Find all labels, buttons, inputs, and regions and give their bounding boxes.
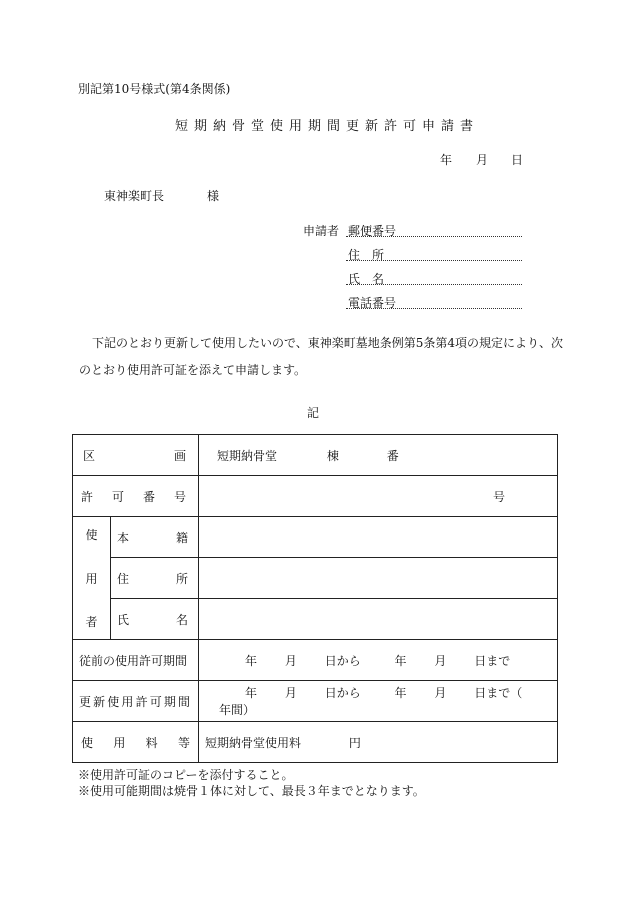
renewal-label-char: 更 (79, 694, 92, 709)
postal-code-label: 郵便番号 (348, 224, 397, 238)
renewal-label-char: 間 (177, 694, 190, 709)
user-name-label-char: 名 (175, 612, 188, 627)
note-2: ※使用可能期間は焼骨１体に対して、最長３年までとなります。 (78, 784, 425, 798)
user-name-label-cell (111, 599, 199, 640)
user-address-row (73, 558, 558, 599)
honseki-label-char: 籍 (175, 530, 188, 545)
user-label-char: 者 (85, 615, 98, 629)
name-field[interactable] (346, 284, 522, 285)
fee-label-char: 使 (81, 735, 94, 750)
previous-period-row (73, 640, 558, 681)
previous-to-day: 日まで (474, 653, 511, 668)
previous-from-year: 年 (245, 653, 258, 668)
renewal-from-year: 年 (245, 686, 258, 700)
renewal-label-char: 許 (135, 694, 148, 709)
section-label-right: 画 (173, 448, 186, 463)
fee-label-char: 等 (177, 735, 190, 750)
renewal-label-char: 使 (107, 694, 120, 709)
honseki-value-cell[interactable] (199, 517, 558, 558)
previous-to-year: 年 (394, 653, 407, 668)
application-table (72, 434, 558, 763)
name-label: 氏 名 (348, 272, 385, 286)
postal-code-field[interactable] (346, 236, 522, 237)
user-address-label-cell (111, 558, 199, 599)
honseki-label-cell (111, 517, 199, 558)
date-month-label: 月 (476, 153, 489, 167)
address-field[interactable] (346, 260, 522, 261)
user-address-label-char: 所 (175, 571, 188, 586)
permit-label-char: 許 (81, 489, 94, 504)
body-text-line1: 下記のとおり更新して使用したいので、東神楽町墓地条例第5条第4項の規定により、次 (92, 336, 564, 350)
previous-from-day: 日から (324, 653, 361, 668)
renewal-from-month: 月 (284, 686, 297, 700)
user-label-char: 用 (85, 571, 98, 586)
permit-suffix: 号 (492, 489, 505, 504)
date-year-label: 年 (440, 153, 453, 167)
renewal-to-day: 日まで（ (474, 686, 523, 700)
fee-unit: 円 (348, 735, 361, 750)
previous-period-label: 従前の使用許可期間 (79, 653, 188, 668)
user-address-label-char: 住 (117, 571, 130, 586)
body-text-line2: のとおり使用許可証を添えて申請します。 (79, 363, 307, 377)
fee-value-cell[interactable] (199, 722, 558, 763)
fee-label-char: 料 (145, 735, 158, 750)
applicant-label: 申請者 (303, 224, 340, 238)
fee-row (73, 722, 558, 763)
permit-label-char: 号 (173, 489, 186, 504)
renewal-label-char: 用 (121, 694, 134, 709)
renewal-label-char: 期 (163, 694, 176, 709)
user-label-cell (73, 517, 111, 640)
previous-period-label-cell (73, 640, 199, 681)
date-day-label: 日 (511, 153, 524, 167)
renewal-period-value-cell[interactable] (199, 681, 558, 722)
fee-value: 短期納骨堂使用料 (205, 735, 302, 750)
permit-label-char: 可 (111, 489, 124, 504)
renewal-period-row (73, 681, 558, 722)
ki-heading: 記 (307, 406, 320, 420)
phone-label: 電話番号 (348, 296, 397, 310)
section-value-cell[interactable] (199, 435, 558, 476)
building-label: 棟 (326, 448, 339, 463)
address-label: 住 所 (348, 248, 385, 262)
renewal-to-year: 年 (394, 686, 407, 700)
fee-label-cell (73, 722, 199, 763)
previous-to-month: 月 (434, 653, 447, 668)
section-label-cell (73, 435, 199, 476)
document-title: 短期納骨堂使用期間更新許可申請書 (175, 119, 480, 134)
permit-label-cell (73, 476, 199, 517)
section-row (73, 435, 558, 476)
renewal-label-char: 可 (149, 694, 162, 709)
user-address-value-cell[interactable] (199, 558, 558, 599)
honseki-label-char: 本 (117, 530, 130, 545)
previous-period-value-cell[interactable] (199, 640, 558, 681)
user-name-row (73, 599, 558, 640)
previous-from-month: 月 (284, 653, 297, 668)
section-value: 短期納骨堂 (217, 448, 278, 463)
honorific: 様 (207, 189, 220, 203)
form-number: 別記第10号様式(第4条関係) (78, 82, 231, 96)
permit-label-char: 番 (142, 489, 155, 504)
user-honseki-row (73, 517, 558, 558)
permit-row (73, 476, 558, 517)
addressee: 東神楽町長 (104, 189, 165, 203)
permit-value-cell[interactable] (199, 476, 558, 517)
user-name-label-char: 氏 (117, 612, 130, 627)
number-label: 番 (386, 448, 399, 463)
renewal-period-label-cell (73, 681, 199, 722)
user-name-value-cell[interactable] (199, 599, 558, 640)
user-label-char: 使 (85, 528, 98, 542)
section-label-left: 区 (83, 448, 96, 463)
renewal-label-char: 新 (93, 694, 106, 709)
fee-label-char: 用 (113, 735, 126, 750)
renewal-from-day: 日から (324, 686, 361, 700)
renewal-years-label: 年間） (219, 703, 256, 717)
renewal-to-month: 月 (434, 686, 447, 700)
note-1: ※使用許可証のコピーを添付すること。 (78, 768, 294, 782)
phone-field[interactable] (346, 308, 522, 309)
